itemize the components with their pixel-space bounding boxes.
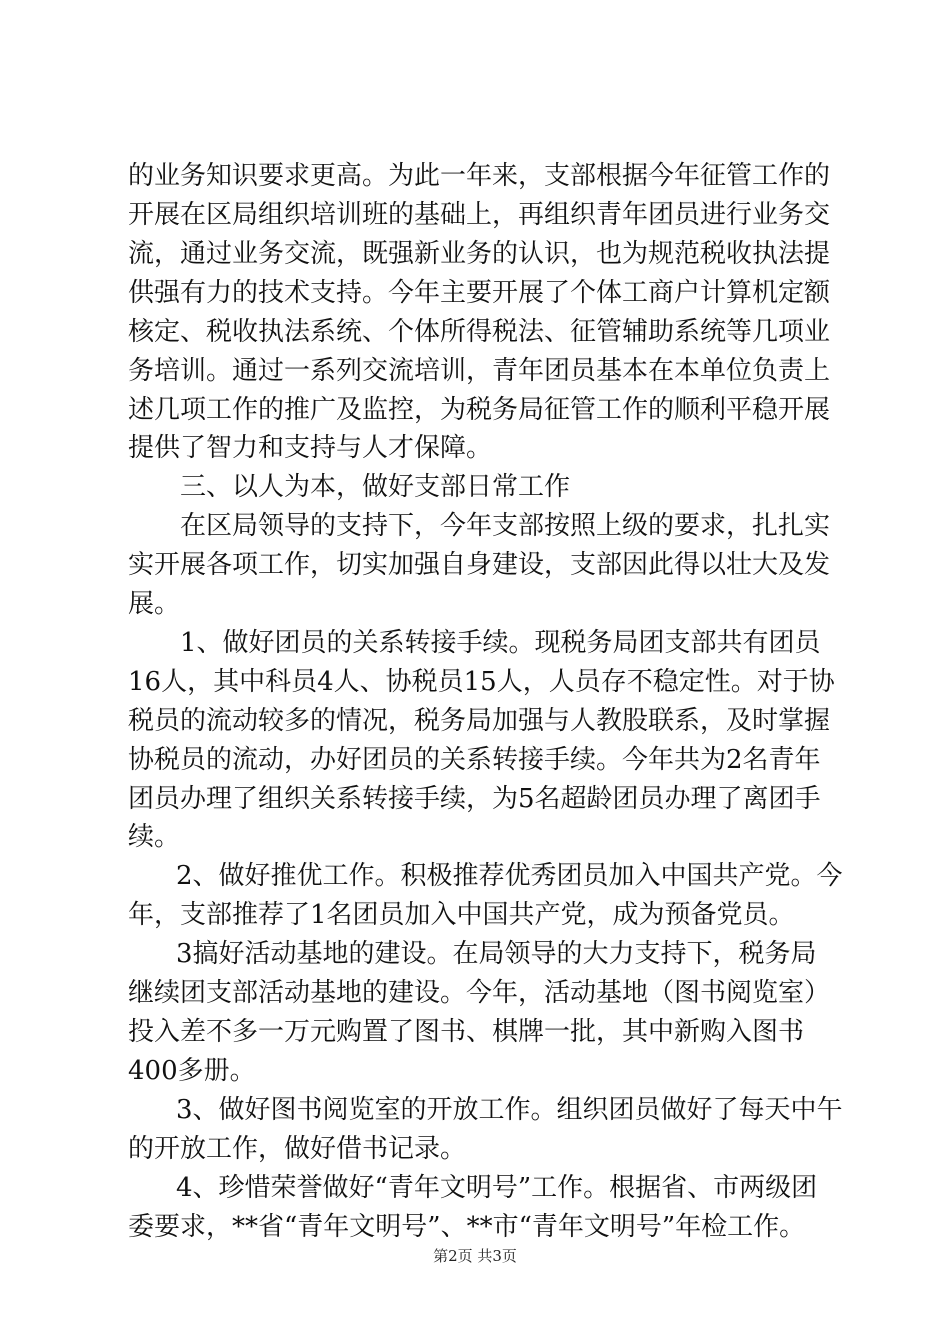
text-line: 的业务知识要求更高。为此一年来，支部根据今年征管工作的 <box>128 161 831 191</box>
text-line: 提供了智力和支持与人才保障。 <box>128 433 493 463</box>
text-line: 流，通过业务交流，既强新业务的认识，也为规范税收执法提 <box>128 239 831 269</box>
text-line: 3、做好图书阅览室的开放工作。组织团员做好了每天中午 <box>176 1095 843 1125</box>
text-line: 1、做好团员的关系转接手续。现税务局团支部共有团员 <box>180 628 821 658</box>
text-line: 投入差不多一万元购置了图书、棋牌一批，其中新购入图书 <box>128 1017 805 1047</box>
text-line: 3搞好活动基地的建设。在局领导的大力支持下，税务局 <box>176 939 817 969</box>
text-line: 团员办理了组织关系转接手续，为5名超龄团员办理了离团手 <box>128 784 821 814</box>
text-line: 实开展各项工作，切实加强自身建设，支部因此得以壮大及发 <box>128 550 831 580</box>
text-line: 年，支部推荐了1名团员加入中国共产党，成为预备党员。 <box>128 900 795 930</box>
text-line: 委要求，**省“青年文明号”、**市“青年文明号”年检工作。 <box>128 1212 806 1242</box>
text-line: 继续团支部活动基地的建设。今年，活动基地（图书阅览室） <box>128 978 831 1008</box>
page-number-footer: 第2页 共3页 <box>433 1247 517 1265</box>
text-line: 16人，其中科员4人、协税员15人，人员存不稳定性。对于协 <box>128 667 835 697</box>
text-line: 核定、税收执法系统、个体所得税法、征管辅助系统等几项业 <box>128 317 831 347</box>
section-heading: 三、以人为本，做好支部日常工作 <box>180 472 571 502</box>
text-line: 述几项工作的推广及监控，为税务局征管工作的顺利平稳开展 <box>128 395 831 425</box>
text-line: 展。 <box>128 589 181 619</box>
text-line: 4、珍惜荣誉做好“青年文明号”工作。根据省、市两级团 <box>176 1173 818 1203</box>
text-line: 2、做好推优工作。积极推荐优秀团员加入中国共产党。今 <box>176 861 843 891</box>
text-line: 供强有力的技术支持。今年主要开展了个体工商户计算机定额 <box>128 278 831 308</box>
text-line: 续。 <box>128 822 181 852</box>
text-line: 400多册。 <box>128 1056 256 1086</box>
text-line: 开展在区局组织培训班的基础上，再组织青年团员进行业务交 <box>128 200 831 230</box>
text-line: 税员的流动较多的情况，税务局加强与人教股联系，及时掌握 <box>128 706 831 736</box>
text-line: 的开放工作，做好借书记录。 <box>128 1134 467 1164</box>
text-line: 在区局领导的支持下，今年支部按照上级的要求，扎扎实 <box>180 511 831 541</box>
text-line: 协税员的流动，办好团员的关系转接手续。今年共为2名青年 <box>128 745 821 775</box>
text-line: 务培训。通过一系列交流培训，青年团员基本在本单位负责上 <box>128 356 831 386</box>
